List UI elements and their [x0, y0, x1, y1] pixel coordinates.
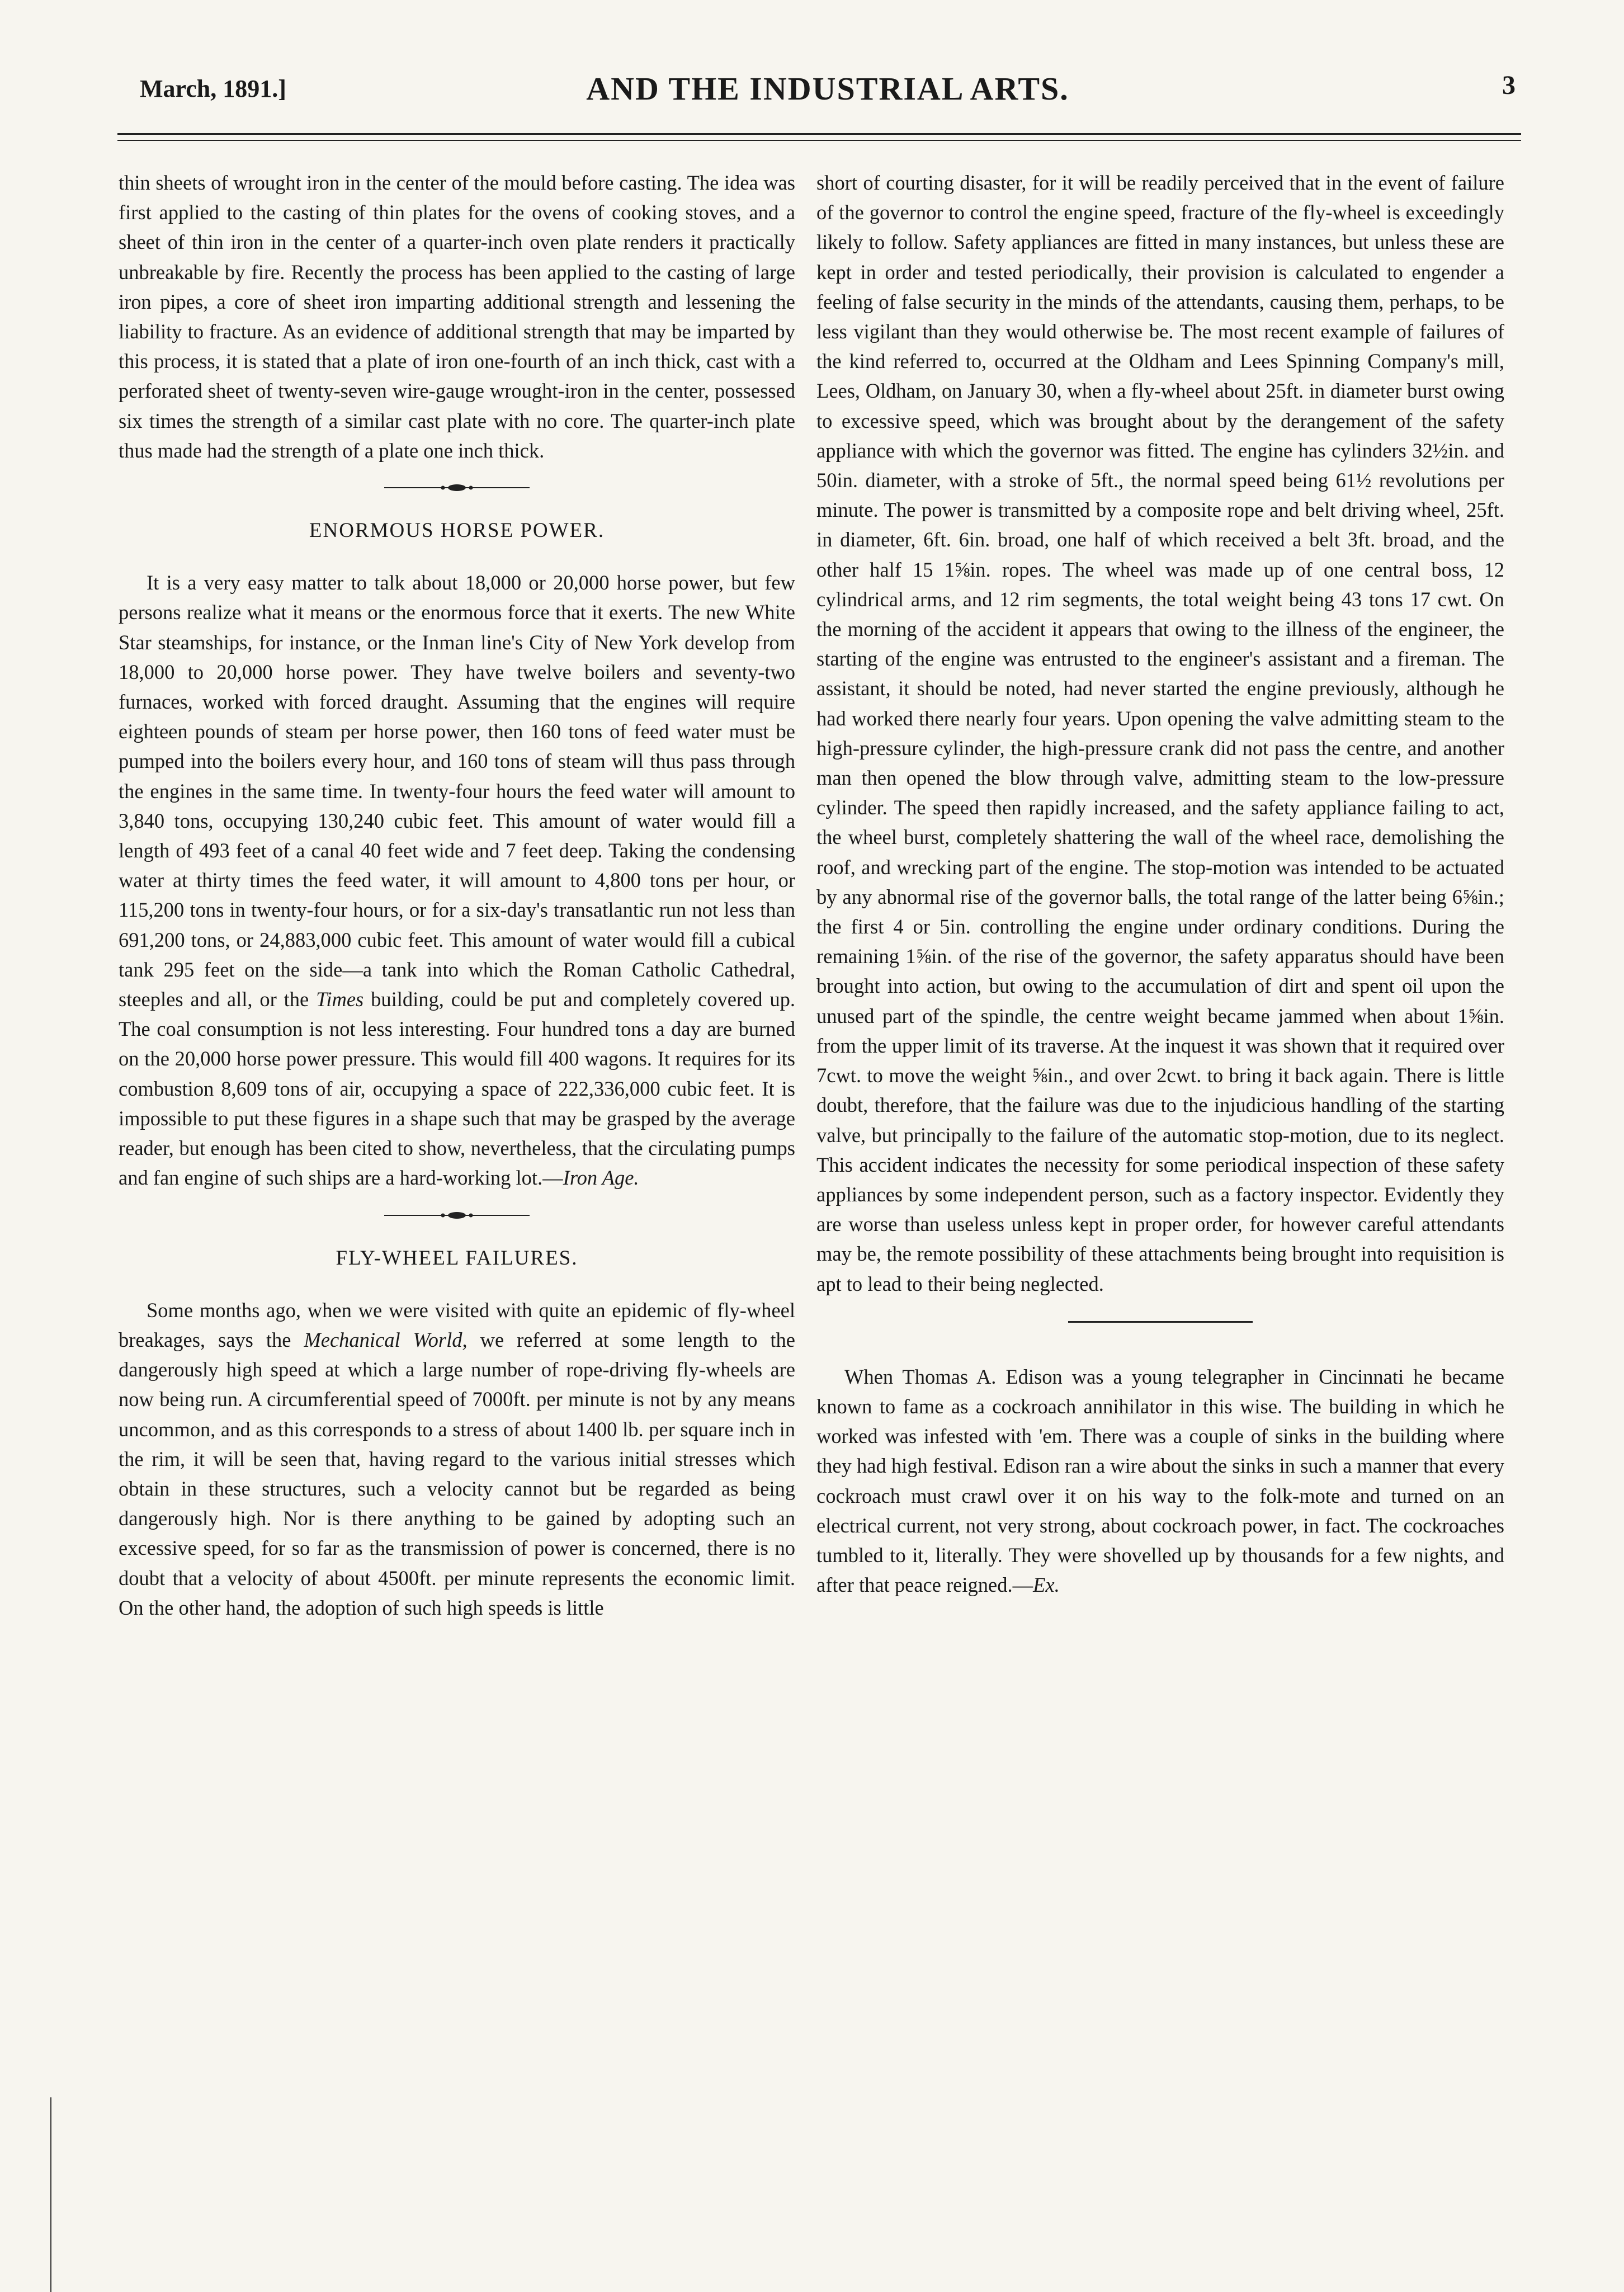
ornamental-divider: [384, 482, 530, 493]
page-number: 3: [1502, 70, 1516, 100]
journal-title: AND THE INDUSTRIAL ARTS.: [586, 70, 1069, 107]
article-body-fly-wheel: Some months ago, when we were visited with quite an epidemic of fly-wheel breakages, says the Mechanical World, we referred at some length to the dangerously high speed at which a large number of rope-driving fly-wheels are now being run. A circumferential speed of 7000ft. per minute is not by any means uncommon, and as this corresponds to a stress of about 1400 lb. per square inch in the rim, it will be seen that, having regard to the various initial stresses which obtain in these structures, such a velocity cannot but be regarded as being dangerously high. Nor is there anything to be gained by adopting such an excessive speed, for so far as the transmission of power is concerned, there is no doubt that a velocity of about 4500ft. per minute represents the economic limit. On the other hand, the adoption of such high speeds is little: [119, 1298, 796, 1619]
plain-divider: [1068, 1321, 1253, 1323]
article-heading-fly-wheel: FLY-WHEEL FAILURES.: [336, 1246, 578, 1270]
article-body-edison: When Thomas A. Edison was a young telegrapher in Cincinnati he became known to fame as a cockroach annihilator in this wise. The building in which he worked was infested with 'em. There was a couple of sinks in the building where they had high festival. Edison ran a wire about the sinks in such a manner that every cockroach must crawl over it on his way to the folk-mote and turned on an electrical current, not very strong, about cockroach power, in fact. The cockroaches tumbled to it, literally. They were shovelled up by thousands for a few nights, and after that peace reigned.—Ex.: [816, 1365, 1504, 1597]
page-edge-fold: [0, 2097, 51, 2292]
header-rule-top: [117, 133, 1521, 135]
header-rule-bottom: [117, 140, 1521, 141]
intro-paragraph: thin sheets of wrought iron in the center of the mould before casting. The idea was first applied to the casting of thin plates for the ovens of cooking stoves, and a sheet of thin iron in the center of a quarter-inch oven plate renders it practically unbreakable by fire. Recently the process has been applied to the casting of large iron pipes, a core of sheet iron imparting additional strength and lessening the liability to fracture. As an evidence of additional strength that may be imparted by this process, it is stated that a plate of iron one-fourth of an inch thick, cast with a perforated sheet of twenty-seven wire-gauge wrought-iron in the center, possessed six times the strength of a similar cast plate with no core. The quarter-inch plate thus made had the strength of a plate one inch thick.: [119, 171, 795, 462]
article-body-fly-wheel-continued: short of courting disaster, for it will be readily perceived that in the event of failure of the governor to control the engine speed, fracture of the fly-wheel is exceedingly likely to follow. Safety appliances are fitted in many instances, but unless these are kept in order and tested periodically, their provision is calculated to engender a feeling of false security in the minds of the attendants, causing them, perhaps, to be less vigilant than they would otherwise be. The most recent example of failures of the kind referred to, occurred at the Oldham and Lees Spinning Company's mill, Lees, Oldham, on January 30, when a fly-wheel about 25ft. in diameter burst owing to excessive speed, which was brought about by the derangement of the safety appliance with which the governor was fitted. The engine has cylinders 32½in. and 50in. diameter, with a stroke of 5ft., the normal speed being 61½ revolutions per minute. The power is transmitted by a composite rope and belt driving wheel, 25ft. in diameter, 6ft. 6in. broad, one half of which received a belt 3ft. broad, and the other half 15 1⅝in. ropes. The wheel was made up of one central boss, 12 cylindrical arms, and 12 rim segments, the total weight being 43 tons 17 cwt. On the morning of the accident it appears that owing to the illness of the engineer, the starting of the engine was entrusted to the engineer's assistant and a fireman. The assistant, it should be noted, had never started the engine previously, although he had worked there nearly four years. Upon opening the valve admitting steam to the high-pressure cylinder, the high-pressure crank did not pass the centre, and another man then opened the blow through valve, admitting steam to the low-pressure cylinder. The speed then rapidly increased, and the safety appliance failing to act, the wheel burst, completely shattering the wall of the wheel race, demolishing the roof, and wrecking part of the engine. The stop-motion was intended to be actuated by any abnormal rise of the governor balls, the total range of the latter being 6⅝in.; the first 4 or 5in. controlling the engine under ordinary conditions. During the remaining 1⅝in. of the rise of the governor, the safety apparatus should have been brought into action, but owing to the accumulation of dirt and spent oil upon the unused part of the spindle, the centre weight became jammed when about 1⅝in. from the upper limit of its traverse. At the inquest it was shown that it required over 7cwt. to move the weight ⅝in., and over 2cwt. to bring it back again. There is little doubt, therefore, that the failure was due to the injudicious handling of the starting valve, but principally to the failure of the automatic stop-motion, due to its neglect. This accident indicates the necessity for some periodical inspection of these safety appliances by some independent person, such as a factory inspector. Evidently they are worse than useless unless kept in proper order, for however careful attendants may be, the remote possibility of these attachments being brought into requisition is apt to lead to their being neglected.: [816, 171, 1504, 1295]
page-header: [140, 70, 1516, 131]
right-column: [816, 168, 1504, 1600]
issue-date: March, 1891.]: [140, 75, 286, 102]
article-body-horse-power: It is a very easy matter to talk about 18,000 or 20,000 horse power, but few persons realize what it means or the enormous force that it exerts. The new White Star steamships, for instance, or the Inman line's City of New York develop from 18,000 to 20,000 horse power. They have twelve boilers and seventy-two furnaces, worked with forced draught. Assuming that the engines will require eighteen pounds of steam per horse power, then 160 tons of feed water must be pumped into the boilers every hour, and 160 tons of steam will thus pass through the engines in the same time. In twenty-four hours the feed water will amount to 3,840 tons, occupying 130,240 cubic feet. This amount of water would fill a length of 493 feet of a canal 40 feet wide and 7 feet deep. Taking the condensing water at thirty times the feed water, it will amount to 4,800 tons per hour, or 115,200 tons in twenty-four hours, or for a six-day's transatlantic run not less than 691,200 tons, or 24,883,000 cubic feet. This amount of water would fill a cubical tank 295 feet on the side—a tank into which the Roman Catholic Cathedral, steeples and all, or the Times building, could be put and completely covered up. The coal consumption is not less interesting. Four hundred tons a day are burned on the 20,000 horse power pressure. This would fill 400 wagons. It requires for its combustion 8,609 tons of air, occupying a space of 222,336,000 cubic feet. It is impossible to put these figures in a shape such that may be grasped by the average reader, but enough has been cited to show, nevertheless, that the circulating pumps and fan engine of such ships are a hard-working lot.—Iron Age.: [119, 571, 795, 1190]
article-heading-horse-power: ENORMOUS HORSE POWER.: [309, 519, 605, 543]
ornamental-divider: [384, 1210, 530, 1221]
left-column: [119, 168, 795, 1623]
